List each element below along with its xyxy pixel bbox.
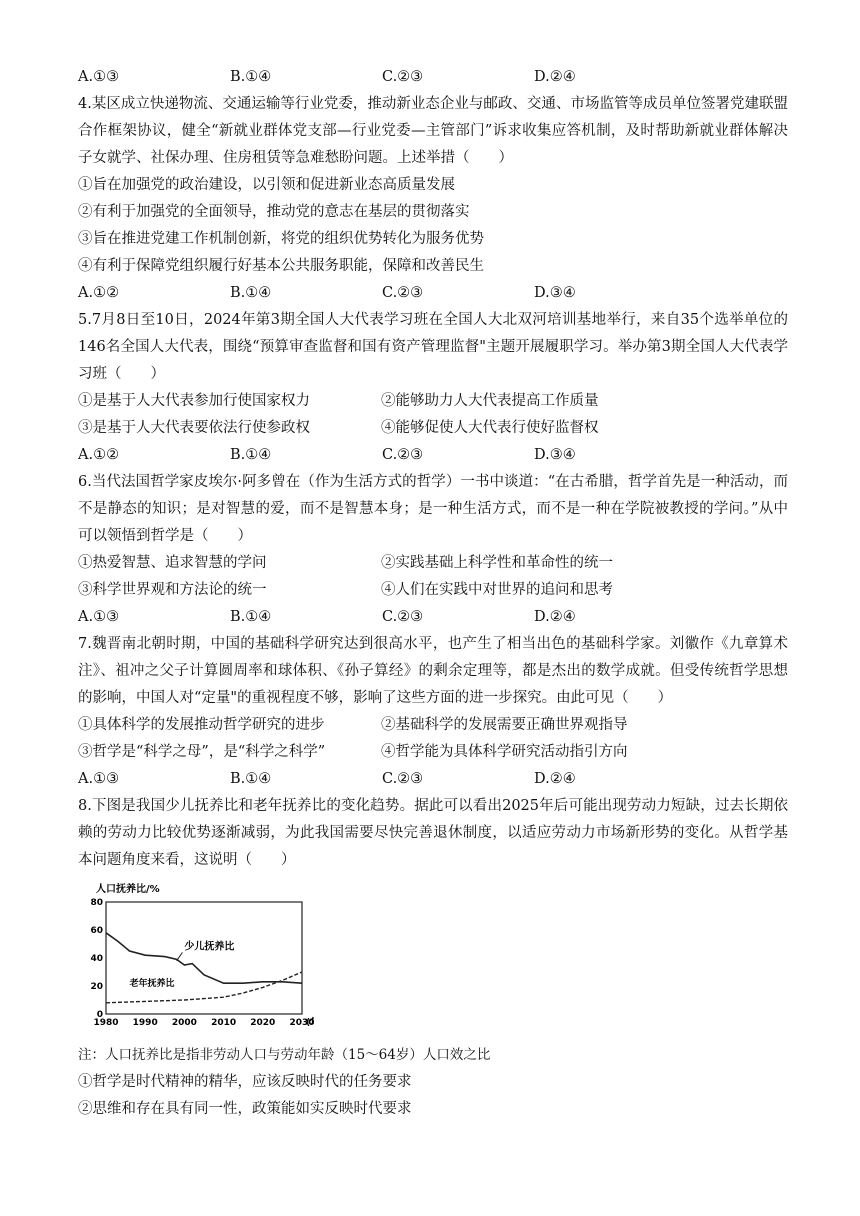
q5-item: ④能够促使人大代表行使好监督权 [381, 420, 599, 436]
option: C.②③ [382, 771, 424, 787]
q8-stem: 8.下图是我国少儿抚养比和老年抚养比的变化趋势。据此可以看出2025年后可能出现劳动力短缺，过去长期依赖的劳动力比较优势逐渐减弱，为此我国需要尽快完善退休制度，以适应劳动力市场新形势的变化。从哲学基本问题角度来看，这说明（ ） [78, 798, 788, 868]
q4-stem: 4.某区成立快递物流、交通运输等行业党委，推动新业态企业与邮政、交通、市场监管等成员单位签署党建联盟合作框架协议，健全“新就业群体党支部—行业党委—主管部门”诉求收集应答机制，及时帮助新就业群体解决子女就学、社保办理、住房租赁等急难愁盼问题。上述举措（ ） [78, 96, 788, 166]
option: B.①④ [230, 447, 272, 463]
option: D.②④ [534, 69, 576, 85]
option: C.②③ [382, 447, 424, 463]
x-tick-label: 2020 [250, 1018, 276, 1028]
series-label-children: 少儿抚养比 [184, 941, 235, 953]
q6-stem: 6.当代法国哲学家皮埃尔·阿多曾在（作为生活方式的哲学）一书中谈道：“在古希腊，哲学首先是一种活动，而不是静态的知识；是对智慧的爱，而不是智慧本身；是一种生活方式，而不是一种在学院被教授的学问。”从中可以领悟到哲学是（ ） [78, 474, 788, 544]
option: A.①② [78, 447, 120, 463]
option: D.③④ [534, 285, 576, 301]
q5-items-row [78, 388, 788, 415]
y-tick-label: 60 [90, 926, 103, 936]
q6-items-row [78, 577, 788, 604]
option: A.①③ [78, 69, 120, 85]
q5-item: ③是基于人大代表要依法行使参政权 [78, 420, 310, 436]
option: D.②④ [534, 609, 576, 625]
q7-item: ①具体科学的发展推动哲学研究的进步 [78, 717, 325, 733]
x-tick-label: 1990 [132, 1018, 158, 1028]
option: B.①④ [230, 771, 272, 787]
option: A.①③ [78, 771, 120, 787]
chart-note: 注：人口抚养比是指非劳动人口与劳动年龄（15～64岁）人口效之比 [78, 1047, 491, 1063]
q4-item: ③旨在推进党建工作机制创新，将党的组织优势转化为服务优势 [78, 231, 484, 247]
option: B.①④ [230, 285, 272, 301]
dependency-ratio-chart [84, 882, 314, 1032]
y-tick-label: 80 [90, 898, 103, 908]
option: B.①④ [230, 69, 272, 85]
y-axis-label: 人口抚养比/% [96, 884, 160, 895]
q6-item: ③科学世界观和方法论的统一 [78, 582, 267, 598]
option: C.②③ [382, 285, 424, 301]
q7-item: ③哲学是“科学之母”，是“科学之科学” [78, 744, 326, 760]
option: B.①④ [230, 609, 272, 625]
q5-items-row [78, 415, 788, 442]
q5-item: ②能够助力人大代表提高工作质量 [381, 393, 599, 409]
y-tick-label: 40 [90, 954, 103, 964]
q4-item: ②有利于加强党的全面领导，推动党的意志在基层的贯彻落实 [78, 204, 470, 220]
exam-page [78, 64, 788, 1123]
x-tick-label: 1980 [93, 1018, 119, 1028]
q7-item: ②基础科学的发展需要正确世界观指导 [381, 717, 628, 733]
q5-item: ①是基于人大代表参加行使国家权力 [78, 393, 310, 409]
q8-item: ②思维和存在具有同一性，政策能如实反映时代要求 [78, 1101, 412, 1117]
option: A.①② [78, 285, 120, 301]
q7-item: ④哲学能为具体科学研究活动指引方向 [381, 744, 628, 760]
q3-options [78, 64, 788, 91]
q4-item: ④有利于保障党组织履行好基本公共服务职能，保障和改善民生 [78, 258, 484, 274]
x-tick-label: 2000 [171, 1018, 197, 1028]
option: D.②④ [534, 771, 576, 787]
x-axis-label: ( [306, 1018, 311, 1028]
option: C.②③ [382, 69, 424, 85]
q7-items-row [78, 739, 788, 766]
option: D.③④ [534, 447, 576, 463]
y-tick-label: 0 [96, 1010, 103, 1020]
q7-items-row [78, 712, 788, 739]
q4-options [78, 280, 788, 307]
q5-stem: 5.7月8日至10日，2024年第3期全国人大代表学习班在全国人大北双河培训基地举行，来自35个选举单位的146名全国人大代表，围绕“预算审查监督和国有资产管理监督"主题开展履职学习。举办第3期全国人大代表学习班（ ） [78, 312, 788, 382]
series-label-elderly: 老年抚养比 [129, 979, 175, 989]
q6-item: ②实践基础上科学性和革命性的统一 [381, 555, 613, 571]
q6-items-row [78, 550, 788, 577]
series-line-children [106, 933, 302, 983]
plot-frame [106, 902, 302, 1014]
y-tick-label: 20 [90, 982, 103, 992]
q8-item: ①哲学是时代精神的精华，应该反映时代的任务要求 [78, 1074, 412, 1090]
x-tick-label: 2030 [289, 1018, 314, 1028]
q4-item: ①旨在加强党的政治建设，以引领和促进新业态高质量发展 [78, 177, 455, 193]
x-tick-label: 2010 [211, 1018, 237, 1028]
q6-item: ①热爱智慧、追求智慧的学问 [78, 555, 267, 571]
option: A.①③ [78, 609, 120, 625]
q6-options [78, 604, 788, 631]
series-label-pointer [177, 952, 183, 960]
q6-item: ④人们在实践中对世界的追问和思考 [381, 582, 613, 598]
option: C.②③ [382, 609, 424, 625]
q7-options [78, 766, 788, 793]
q5-options [78, 442, 788, 469]
q7-stem: 7.魏晋南北朝时期，中国的基础科学研究达到很高水平，也产生了相当出色的基础科学家。刘徽作《九章算术注》、祖冲之父子计算圆周率和球体积、《孙子算经》的剩余定理等，都是杰出的数学成就。但受传统哲学思想的影响，中国人对“定量"的重视程度不够，影响了这些方面的进一步探究。由此可见（ ） [78, 636, 788, 706]
